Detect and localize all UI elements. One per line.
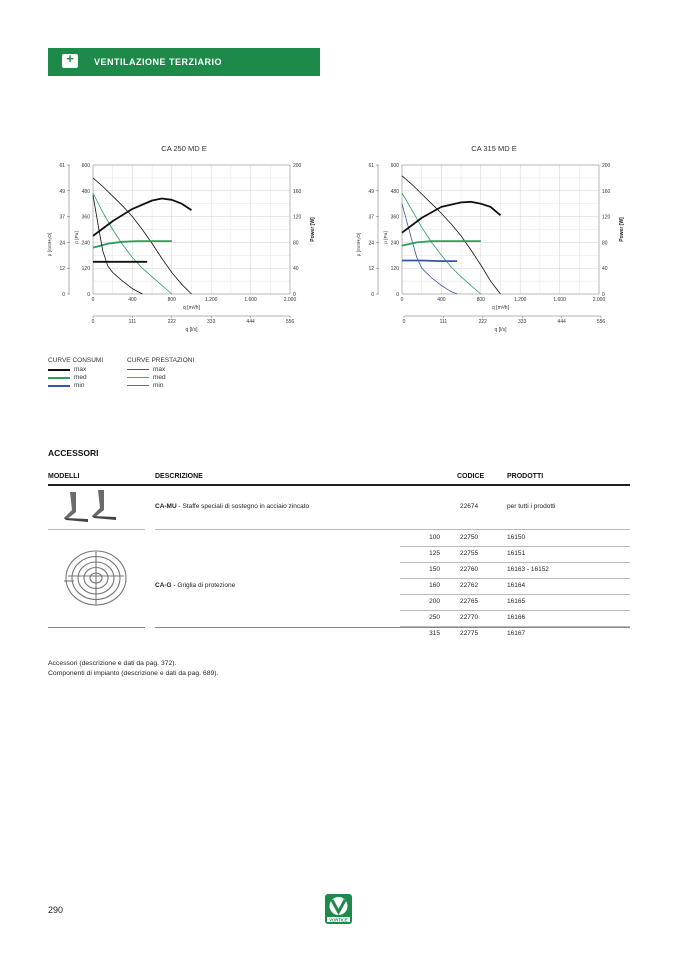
x-tick-ls: 0 [91,319,95,325]
series-consumi-max [402,202,501,233]
row-divider [400,610,630,611]
y-tick-pa: 480 [81,188,90,195]
y2-tick: 40 [293,266,299,273]
x-tick-m3h: 2.000 [283,297,297,303]
x-tick-m3h: 400 [437,297,446,303]
legend-swatch [127,385,149,386]
x-tick-ls: 222 [167,319,176,325]
legend-swatch [127,377,149,378]
ca-g-size: 150 [429,566,440,573]
legend-label: min [153,382,164,389]
ca-g-size: 100 [429,534,440,541]
legend-item [127,366,207,374]
x-tick-m3h: 400 [128,297,137,303]
y-label-pa: p [Pa] [75,231,80,244]
legend-item [48,366,118,374]
ca-g-prodotti: 16164 [507,582,526,589]
chart-title: CA 250 MD E [161,144,207,153]
x-tick-m3h: 1.200 [204,297,218,303]
y-tick-mmh2o: 0 [62,292,65,298]
y-tick-pa: 0 [396,292,399,298]
row-divider [400,594,630,595]
y-tick-pa: 600 [81,163,90,169]
legend-prestazioni-title: CURVE PRESTAZIONI [127,357,195,364]
legend-item [48,382,118,390]
y-tick-mmh2o: 24 [368,240,374,247]
y2-label: Power [W] [619,217,625,242]
ca-g-prodotti: 16163 - 16152 [507,566,549,573]
y-tick-pa: 360 [81,214,90,221]
table-header-rule [48,484,630,486]
series-prestazioni-min [402,204,457,294]
page-number: 290 [48,905,64,915]
y2-tick: 80 [293,240,299,247]
ca-g-codice: 22765 [460,598,479,605]
y2-tick: 160 [293,188,302,195]
ca-g-size: 250 [429,614,440,621]
ca-g-size: 125 [429,550,440,557]
ca-g-codice: 22762 [460,582,479,589]
row-divider [400,578,630,579]
legend-swatch [48,385,70,387]
x-tick-ls: 333 [207,319,216,325]
x-tick-ls: 444 [246,319,255,325]
y-tick-mmh2o: 12 [368,266,374,273]
series-consumi-max [93,199,192,236]
legend-label: max [74,366,87,373]
y-label-mmh2o: p [mmH₂O] [48,232,53,257]
accessori-title: ACCESSORI [48,448,99,458]
ca-g-desc-text: - Griglia di protezione [171,582,236,589]
y-tick-pa: 240 [390,240,399,247]
y2-tick: 120 [293,214,302,221]
y-tick-mmh2o: 61 [368,163,374,169]
y2-tick: 80 [602,240,608,247]
col-header-prodotti: PRODOTTI [507,473,544,480]
y2-tick: 0 [293,292,296,298]
ca-g-prodotti: 16165 [507,598,526,605]
legend-label: max [153,366,166,373]
y-tick-pa: 120 [390,266,399,273]
ca-g-size: 160 [429,582,440,589]
ca-g-prodotti: 16166 [507,614,526,621]
vortice-logo [325,894,352,924]
row-divider [400,546,630,547]
row-divider [155,529,630,530]
legend-swatch [48,377,70,379]
x-tick-ls: 556 [596,319,606,325]
x-label-m3h: q [m³/h] [183,305,200,311]
legend-prestazioni [127,357,207,390]
legend-swatch [48,369,70,371]
ca-g-codice: 22775 [460,630,479,637]
ca-g-prodotti: 16150 [507,534,526,541]
y-tick-mmh2o: 24 [59,240,65,247]
legend-swatch [127,369,149,370]
y-tick-mmh2o: 0 [371,292,374,298]
y-label-pa: p [Pa] [384,231,389,244]
medical-case-icon [62,54,78,68]
x-tick-ls: 556 [285,319,295,325]
ca-g-image [60,547,132,609]
footnote: Accessori (descrizione e dati da pag. 372). [48,660,177,667]
legend-consumi [48,357,118,390]
ca-g-prodotti: 16151 [507,550,526,557]
x-tick-ls: 0 [402,319,406,325]
performance-charts [0,140,677,480]
ca-g-description [155,582,235,589]
y-tick-mmh2o: 37 [59,214,65,221]
row-divider [400,562,630,563]
legend-item [48,374,118,382]
legend-item [127,382,207,390]
y-tick-pa: 0 [87,292,90,298]
ca-g-codice: 22750 [460,534,479,541]
section-title: VENTILAZIONE TERZIARIO [94,57,222,67]
series-prestazioni-min [93,195,142,294]
ca-g-size: 200 [429,598,440,605]
x-tick-m3h: 1.600 [553,297,566,303]
x-tick-m3h: 1.600 [244,297,257,303]
legend-label: med [74,374,87,381]
col-header-descrizione: DESCRIZIONE [155,473,203,480]
legend-item [127,374,207,382]
ca-g-codice: 22755 [460,550,479,557]
ca-mu-desc-text: - Staffe speciali di sostegno in acciaio zincato [176,503,310,510]
x-tick-m3h: 2.000 [592,297,606,303]
y2-tick: 0 [602,292,605,298]
ca-g-codice: 22760 [460,566,479,573]
series-prestazioni-max [93,178,192,294]
y-tick-mmh2o: 49 [368,188,374,195]
table-bottom-rule [48,627,145,628]
y-tick-pa: 480 [390,188,399,195]
y-tick-mmh2o: 37 [368,214,374,221]
series-consumi-min [402,261,457,262]
x-tick-m3h: 800 [167,297,176,303]
ca-g-codice: 22770 [460,614,479,621]
y2-tick: 40 [602,266,608,273]
chart-title: CA 315 MD E [471,144,517,153]
ca-mu-image [62,488,124,526]
ca-mu-prodotti: per tutti i prodotti [507,503,556,510]
y-tick-pa: 120 [81,266,90,273]
x-tick-m3h: 800 [476,297,485,303]
legend-label: min [74,382,85,389]
x-label-ls: q [l/s] [185,327,198,333]
col-header-modelli: MODELLI [48,473,80,480]
y-tick-mmh2o: 12 [59,266,65,273]
x-tick-m3h: 0 [91,297,95,303]
x-tick-ls: 222 [478,319,487,325]
y2-tick: 160 [602,188,611,195]
x-tick-ls: 333 [518,319,527,325]
legend-label: med [153,374,166,381]
footnote: Componenti di impianto (descrizione e dati da pag. 689). [48,670,219,677]
x-tick-ls: 444 [557,319,566,325]
x-label-m3h: q [m³/h] [492,305,509,311]
y-tick-mmh2o: 49 [59,188,65,195]
x-tick-m3h: 0 [400,297,404,303]
row-divider [48,529,145,530]
section-banner [48,48,320,76]
x-label-ls: q [l/s] [494,327,507,333]
y2-tick: 200 [602,163,611,169]
x-tick-ls: 111 [128,319,137,325]
col-header-codice: CODICE [457,473,485,480]
y2-label: Power [W] [310,217,316,242]
ca-mu-codice: 22674 [460,503,479,510]
y-tick-pa: 240 [81,240,90,247]
y-label-mmh2o: p [mmH₂O] [357,232,362,257]
y-tick-pa: 600 [390,163,399,169]
y-tick-pa: 360 [390,214,399,221]
ca-mu-code: CA-MU [155,503,177,510]
series-prestazioni-max [402,176,501,294]
y-tick-mmh2o: 61 [59,163,65,169]
y2-tick: 200 [293,163,302,169]
x-tick-m3h: 1.200 [513,297,527,303]
x-tick-ls: 111 [439,319,448,325]
y2-tick: 120 [602,214,611,221]
svg-text:VORTICE: VORTICE [329,917,348,923]
table-bottom-rule [155,627,630,628]
legend-consumi-title: CURVE CONSUMI [48,357,104,364]
ca-g-prodotti: 16167 [507,630,526,637]
ca-g-size: 315 [429,630,440,637]
ca-mu-description [155,503,309,510]
ca-g-code: CA-G [155,582,172,589]
